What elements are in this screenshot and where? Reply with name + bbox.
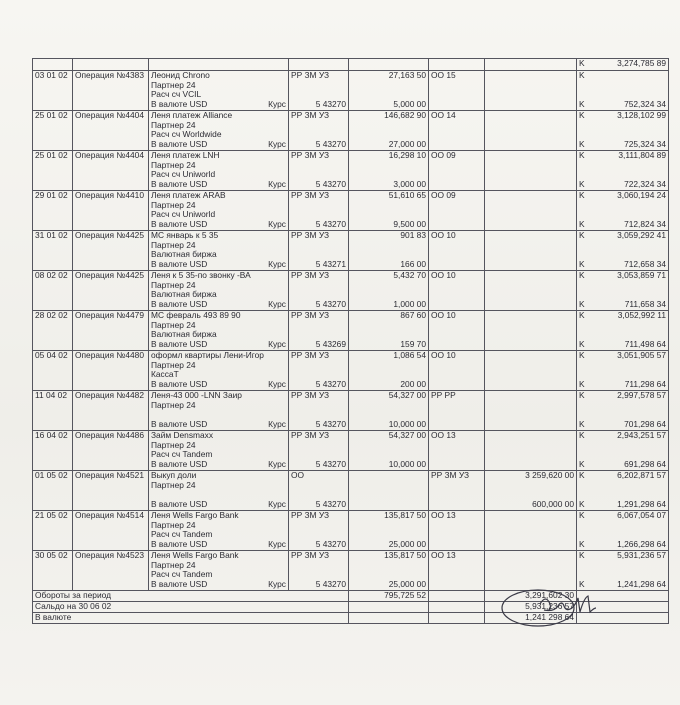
row-description bbox=[149, 391, 289, 431]
opening-balance-amount: 3,274,785 89 bbox=[617, 58, 666, 68]
debit-amount: 16,298 10 bbox=[388, 150, 426, 160]
rate-label: Курс bbox=[268, 98, 286, 109]
row-debit bbox=[349, 271, 429, 311]
debit-currency-amount: 10,000 00 bbox=[388, 458, 426, 469]
row-debit bbox=[349, 511, 429, 551]
rate-label: Курс bbox=[268, 138, 286, 149]
row-account bbox=[289, 311, 349, 351]
row-operation: Операция №4410 bbox=[73, 191, 149, 231]
row-corr-account: РР РР bbox=[429, 391, 485, 431]
row-credit bbox=[485, 471, 577, 511]
row-account bbox=[289, 351, 349, 391]
ledger-row bbox=[33, 151, 669, 191]
desc-line: В валюте USD bbox=[151, 298, 208, 309]
row-balance bbox=[577, 111, 669, 151]
turnover-debit: 795,725 52 bbox=[349, 591, 429, 602]
row-operation: Операция №4486 bbox=[73, 431, 149, 471]
desc-line: Расч сч Tandem bbox=[151, 449, 213, 459]
account-code: РР ЗМ УЗ bbox=[291, 150, 330, 160]
balance-side: K bbox=[579, 458, 585, 469]
debit-currency-amount: 25,000 00 bbox=[388, 578, 426, 589]
balance-side: K bbox=[579, 470, 585, 480]
row-date: 16 04 02 bbox=[33, 431, 73, 471]
row-credit bbox=[485, 151, 577, 191]
desc-line: В валюте USD bbox=[151, 538, 208, 549]
desc-line: В валюте USD bbox=[151, 378, 208, 389]
credit-amount: 3 259,620 00 bbox=[525, 470, 574, 480]
row-balance bbox=[577, 351, 669, 391]
desc-line: Расч сч Worldwide bbox=[151, 129, 222, 139]
row-account bbox=[289, 431, 349, 471]
balance-side: K bbox=[579, 150, 585, 160]
ledger-row bbox=[33, 111, 669, 151]
row-operation: Операция №4479 bbox=[73, 311, 149, 351]
row-debit bbox=[349, 471, 429, 511]
row-balance bbox=[577, 271, 669, 311]
rate-label: Курс bbox=[268, 458, 286, 469]
row-balance bbox=[577, 431, 669, 471]
row-debit bbox=[349, 231, 429, 271]
row-account bbox=[289, 551, 349, 591]
ledger-row bbox=[33, 71, 669, 111]
balance-side: K bbox=[579, 258, 585, 269]
ledger-row bbox=[33, 231, 669, 271]
row-operation: Операция №4404 bbox=[73, 151, 149, 191]
row-debit bbox=[349, 391, 429, 431]
row-account bbox=[289, 191, 349, 231]
row-corr-account: ОО 14 bbox=[429, 111, 485, 151]
row-account bbox=[289, 391, 349, 431]
rate-label: Курс bbox=[268, 538, 286, 549]
desc-line: Расч сч Tandem bbox=[151, 529, 213, 539]
row-date: 30 05 02 bbox=[33, 551, 73, 591]
rate-label: Курс bbox=[268, 498, 286, 509]
row-balance bbox=[577, 511, 669, 551]
row-credit bbox=[485, 111, 577, 151]
desc-line: Займ Densmaxx bbox=[151, 430, 214, 440]
account-code: РР ЗМ УЗ bbox=[291, 430, 330, 440]
account-code: РР ЗМ УЗ bbox=[291, 270, 330, 280]
account-code: РР ЗМ УЗ bbox=[291, 390, 330, 400]
desc-line: В валюте USD bbox=[151, 138, 208, 149]
debit-currency-amount: 5,000 00 bbox=[393, 98, 426, 109]
row-corr-account: ОО 10 bbox=[429, 231, 485, 271]
desc-line: В валюте USD bbox=[151, 218, 208, 229]
row-balance bbox=[577, 391, 669, 431]
row-date: 25 01 02 bbox=[33, 111, 73, 151]
row-date: 05 04 02 bbox=[33, 351, 73, 391]
row-corr-account: ОО 09 bbox=[429, 191, 485, 231]
opening-balance-side: K bbox=[579, 58, 585, 68]
debit-currency-amount: 166 00 bbox=[400, 258, 426, 269]
balance-amount: 3,059,292 41 bbox=[617, 230, 666, 240]
row-operation: Операция №4480 bbox=[73, 351, 149, 391]
row-debit bbox=[349, 111, 429, 151]
account-code: РР ЗМ УЗ bbox=[291, 550, 330, 560]
row-credit bbox=[485, 191, 577, 231]
account-code: РР ЗМ УЗ bbox=[291, 310, 330, 320]
exchange-rate: 5 43270 bbox=[315, 498, 346, 509]
row-account bbox=[289, 231, 349, 271]
row-account bbox=[289, 271, 349, 311]
balance-side: K bbox=[579, 418, 585, 429]
balance-side: K bbox=[579, 498, 585, 509]
desc-line: Леня платеж LNH bbox=[151, 150, 220, 160]
rate-label: Курс bbox=[268, 578, 286, 589]
exchange-rate: 5 43269 bbox=[315, 338, 346, 349]
balance-side: K bbox=[579, 310, 585, 320]
rate-label: Курс bbox=[268, 418, 286, 429]
row-operation: Операция №4482 bbox=[73, 391, 149, 431]
balance-side: K bbox=[579, 298, 585, 309]
balance-currency-amount: 701,298 64 bbox=[624, 418, 666, 429]
rate-label: Курс bbox=[268, 378, 286, 389]
row-account bbox=[289, 71, 349, 111]
desc-line: Партнер 24 bbox=[151, 399, 196, 410]
balance-currency-amount: 752,324 34 bbox=[624, 98, 666, 109]
row-description bbox=[149, 231, 289, 271]
exchange-rate: 5 43270 bbox=[315, 298, 346, 309]
row-corr-account: РР ЗМ УЗ bbox=[429, 471, 485, 511]
desc-line: Партнер 24 bbox=[151, 439, 196, 450]
debit-amount: 54,327 00 bbox=[388, 390, 426, 400]
ledger-row bbox=[33, 271, 669, 311]
balance-amount: 3,111,804 89 bbox=[618, 150, 666, 160]
exchange-rate: 5 43270 bbox=[315, 138, 346, 149]
ledger-table bbox=[32, 58, 669, 624]
ledger-row bbox=[33, 311, 669, 351]
balance-amount: 2,943,251 57 bbox=[617, 430, 666, 440]
desc-line: Леня платеж ARAB bbox=[151, 190, 226, 200]
desc-line: Партнер 24 bbox=[151, 479, 196, 490]
row-date: 21 05 02 bbox=[33, 511, 73, 551]
desc-line: Партнер 24 bbox=[151, 199, 196, 210]
row-date: 01 05 02 bbox=[33, 471, 73, 511]
balance-side: K bbox=[579, 510, 585, 520]
debit-currency-amount: 25,000 00 bbox=[388, 538, 426, 549]
balance-currency-amount: 691,298 64 bbox=[624, 458, 666, 469]
row-balance bbox=[577, 151, 669, 191]
row-corr-account: ОО 10 bbox=[429, 351, 485, 391]
desc-line: Валютная биржа bbox=[151, 249, 217, 259]
balance-side: K bbox=[579, 538, 585, 549]
balance-side: K bbox=[579, 338, 585, 349]
debit-currency-amount: 9,500 00 bbox=[393, 218, 426, 229]
row-description bbox=[149, 151, 289, 191]
balance-amount: 3,052,992 11 bbox=[617, 310, 666, 320]
opening-balance-row bbox=[33, 59, 669, 71]
desc-line: Леня Wells Fargo Bank bbox=[151, 550, 239, 560]
closing-balance-label: Сальдо на 30 06 02 bbox=[33, 602, 349, 613]
debit-amount: 1,086 54 bbox=[393, 350, 426, 360]
row-balance bbox=[577, 191, 669, 231]
exchange-rate: 5 43270 bbox=[315, 178, 346, 189]
balance-currency-amount: 722,324 34 bbox=[624, 178, 666, 189]
ledger-row bbox=[33, 191, 669, 231]
row-debit bbox=[349, 431, 429, 471]
balance-currency-amount: 1,266,298 64 bbox=[617, 538, 666, 549]
row-credit bbox=[485, 391, 577, 431]
balance-currency-amount: 712,658 34 bbox=[624, 258, 666, 269]
row-balance bbox=[577, 471, 669, 511]
row-corr-account: ОО 09 bbox=[429, 151, 485, 191]
row-debit bbox=[349, 191, 429, 231]
debit-amount: 135,817 50 bbox=[384, 550, 426, 560]
desc-line: В валюте USD bbox=[151, 498, 208, 509]
row-corr-account: ОО 10 bbox=[429, 311, 485, 351]
desc-line: Леонид Chrono bbox=[151, 70, 210, 80]
row-date: 03 01 02 bbox=[33, 71, 73, 111]
closing-balance-value: 5,931,236 57 bbox=[485, 602, 577, 613]
row-description bbox=[149, 191, 289, 231]
balance-side: K bbox=[579, 230, 585, 240]
row-operation: Операция №4383 bbox=[73, 71, 149, 111]
account-code: РР ЗМ УЗ bbox=[291, 510, 330, 520]
row-credit bbox=[485, 271, 577, 311]
desc-line: В валюте USD bbox=[151, 578, 208, 589]
desc-line: Леня Wells Fargo Bank bbox=[151, 510, 239, 520]
row-account bbox=[289, 151, 349, 191]
row-credit bbox=[485, 231, 577, 271]
row-operation: Операция №4404 bbox=[73, 111, 149, 151]
row-corr-account: ОО 10 bbox=[429, 271, 485, 311]
desc-line: Валютная биржа bbox=[151, 289, 217, 299]
balance-side: K bbox=[579, 138, 585, 149]
row-description bbox=[149, 551, 289, 591]
desc-line: МС январь к 5 35 bbox=[151, 230, 219, 240]
row-account bbox=[289, 111, 349, 151]
debit-amount: 5,432 70 bbox=[393, 270, 426, 280]
account-code: РР ЗМ УЗ bbox=[291, 350, 330, 360]
row-credit bbox=[485, 351, 577, 391]
balance-side: K bbox=[579, 578, 585, 589]
balance-amount: 3,053,859 71 bbox=[617, 270, 666, 280]
desc-line: В валюте USD bbox=[151, 418, 208, 429]
debit-currency-amount: 200 00 bbox=[400, 378, 426, 389]
balance-side: K bbox=[579, 430, 585, 440]
balance-side: K bbox=[579, 350, 585, 360]
turnover-credit: 3,291,602 30 bbox=[485, 591, 577, 602]
row-operation: Операция №4514 bbox=[73, 511, 149, 551]
exchange-rate: 5 43270 bbox=[315, 378, 346, 389]
account-code: РР ЗМ УЗ bbox=[291, 190, 330, 200]
desc-line: В валюте USD bbox=[151, 258, 208, 269]
handwritten-signature bbox=[500, 586, 650, 634]
debit-amount: 27,163 50 bbox=[388, 70, 426, 80]
row-debit bbox=[349, 351, 429, 391]
exchange-rate: 5 43270 bbox=[315, 578, 346, 589]
desc-line: Расч сч Uniworld bbox=[151, 209, 216, 219]
row-balance bbox=[577, 231, 669, 271]
ledger-row bbox=[33, 471, 669, 511]
currency-balance-label: В валюте bbox=[33, 613, 349, 624]
rate-label: Курс bbox=[268, 338, 286, 349]
row-operation: Операция №4425 bbox=[73, 231, 149, 271]
row-balance bbox=[577, 311, 669, 351]
row-description bbox=[149, 271, 289, 311]
balance-side: K bbox=[579, 110, 585, 120]
debit-currency-amount: 1,000 00 bbox=[393, 298, 426, 309]
ledger-row bbox=[33, 431, 669, 471]
row-description bbox=[149, 71, 289, 111]
desc-line: Партнер 24 bbox=[151, 239, 196, 250]
desc-line: МС февраль 493 89 90 bbox=[151, 310, 241, 320]
credit-currency-amount: 600,000 00 bbox=[532, 498, 574, 509]
exchange-rate: 5 43270 bbox=[315, 98, 346, 109]
debit-currency-amount: 10,000 00 bbox=[388, 418, 426, 429]
balance-currency-amount: 1,241,298 64 bbox=[617, 578, 666, 589]
debit-amount: 51,610 65 bbox=[388, 190, 426, 200]
account-code: РР ЗМ УЗ bbox=[291, 70, 330, 80]
row-corr-account: ОО 13 bbox=[429, 551, 485, 591]
debit-amount: 135,817 50 bbox=[384, 510, 426, 520]
desc-line: В валюте USD bbox=[151, 98, 208, 109]
desc-line: Партнер 24 bbox=[151, 319, 196, 330]
balance-currency-amount: 712,824 34 bbox=[624, 218, 666, 229]
desc-line: Партнер 24 bbox=[151, 279, 196, 290]
row-operation: Операция №4521 bbox=[73, 471, 149, 511]
desc-line: Партнер 24 bbox=[151, 159, 196, 170]
desc-line: Партнер 24 bbox=[151, 119, 196, 130]
row-credit bbox=[485, 511, 577, 551]
row-description bbox=[149, 111, 289, 151]
row-debit bbox=[349, 151, 429, 191]
account-code: РР ЗМ УЗ bbox=[291, 230, 330, 240]
exchange-rate: 5 43270 bbox=[315, 458, 346, 469]
row-credit bbox=[485, 431, 577, 471]
row-description bbox=[149, 511, 289, 551]
account-code: ОО bbox=[291, 470, 305, 480]
desc-line: Расч сч VCIL bbox=[151, 89, 202, 99]
desc-line: В валюте USD bbox=[151, 178, 208, 189]
balance-currency-amount: 1,291,298 64 bbox=[617, 498, 666, 509]
desc-line: Расч сч Tandem bbox=[151, 569, 213, 579]
row-description bbox=[149, 471, 289, 511]
row-credit bbox=[485, 311, 577, 351]
balance-side: K bbox=[579, 270, 585, 280]
row-date: 11 04 02 bbox=[33, 391, 73, 431]
debit-currency-amount: 3,000 00 bbox=[393, 178, 426, 189]
row-corr-account: ОО 15 bbox=[429, 71, 485, 111]
desc-line: В валюте USD bbox=[151, 458, 208, 469]
rate-label: Курс bbox=[268, 298, 286, 309]
balance-side: K bbox=[579, 550, 585, 560]
row-corr-account: ОО 13 bbox=[429, 431, 485, 471]
row-date: 25 01 02 bbox=[33, 151, 73, 191]
desc-line: Леня-43 000 -LNN Заир bbox=[151, 390, 242, 400]
ledger-row bbox=[33, 351, 669, 391]
row-debit bbox=[349, 311, 429, 351]
exchange-rate: 5 43270 bbox=[315, 218, 346, 229]
balance-amount: 3,128,102 99 bbox=[617, 110, 666, 120]
row-balance bbox=[577, 71, 669, 111]
desc-line: Леня к 5 35-по звонку -ВА bbox=[151, 270, 251, 280]
ledger-row bbox=[33, 511, 669, 551]
opening-balance-cell bbox=[577, 59, 669, 71]
desc-line: Выкуп доли bbox=[151, 470, 197, 480]
balance-amount: 6,202,871 57 bbox=[617, 470, 666, 480]
desc-line: Партнер 24 bbox=[151, 559, 196, 570]
balance-currency-amount: 725,324 34 bbox=[624, 138, 666, 149]
row-corr-account: ОО 13 bbox=[429, 511, 485, 551]
balance-side: K bbox=[579, 390, 585, 400]
turnover-label: Обороты за период bbox=[33, 591, 349, 602]
desc-line: Леня платеж Alliance bbox=[151, 110, 233, 120]
row-description bbox=[149, 431, 289, 471]
debit-currency-amount: 27,000 00 bbox=[388, 138, 426, 149]
row-operation: Операция №4523 bbox=[73, 551, 149, 591]
exchange-rate: 5 43270 bbox=[315, 538, 346, 549]
balance-amount: 3,051,905 57 bbox=[617, 350, 666, 360]
debit-amount: 54,327 00 bbox=[388, 430, 426, 440]
row-debit bbox=[349, 551, 429, 591]
debit-amount: 146,682 90 bbox=[384, 110, 426, 120]
desc-line: Валютная биржа bbox=[151, 329, 217, 339]
rate-label: Курс bbox=[268, 258, 286, 269]
balance-side: K bbox=[579, 190, 585, 200]
desc-line: Партнер 24 bbox=[151, 519, 196, 530]
currency-balance-value: 1,241 298 64 bbox=[485, 613, 577, 624]
row-date: 29 01 02 bbox=[33, 191, 73, 231]
desc-line: оформл квартиры Лени-Игор bbox=[151, 350, 264, 360]
row-date: 28 02 02 bbox=[33, 311, 73, 351]
exchange-rate: 5 43270 bbox=[315, 418, 346, 429]
debit-amount: 901 83 bbox=[400, 230, 426, 240]
balance-side: K bbox=[579, 378, 585, 389]
desc-line: В валюте USD bbox=[151, 338, 208, 349]
balance-amount: 3,060,194 24 bbox=[617, 190, 666, 200]
desc-line: Расч сч Uniworld bbox=[151, 169, 216, 179]
ledger-row bbox=[33, 551, 669, 591]
row-account bbox=[289, 471, 349, 511]
account-code: РР ЗМ УЗ bbox=[291, 110, 330, 120]
balance-amount: 5,931,236 57 bbox=[617, 550, 666, 560]
balance-side: K bbox=[579, 70, 585, 80]
debit-currency-amount: 159 70 bbox=[400, 338, 426, 349]
rate-label: Курс bbox=[268, 178, 286, 189]
desc-line: Партнер 24 bbox=[151, 359, 196, 370]
row-credit bbox=[485, 551, 577, 591]
row-operation: Операция №4425 bbox=[73, 271, 149, 311]
exchange-rate: 5 43271 bbox=[315, 258, 346, 269]
row-description bbox=[149, 311, 289, 351]
row-debit bbox=[349, 71, 429, 111]
balance-amount: 6,067,054 07 bbox=[617, 510, 666, 520]
row-description bbox=[149, 351, 289, 391]
balance-currency-amount: 711,498 64 bbox=[624, 338, 666, 349]
row-credit bbox=[485, 71, 577, 111]
desc-line: Партнер 24 bbox=[151, 79, 196, 90]
rate-label: Курс bbox=[268, 218, 286, 229]
row-date: 31 01 02 bbox=[33, 231, 73, 271]
balance-side: K bbox=[579, 218, 585, 229]
row-account bbox=[289, 511, 349, 551]
balance-amount: 2,997,578 57 bbox=[617, 390, 666, 400]
row-date: 08 02 02 bbox=[33, 271, 73, 311]
balance-currency-amount: 711,298 64 bbox=[624, 378, 666, 389]
balance-side: K bbox=[579, 178, 585, 189]
desc-line: КассаТ bbox=[151, 369, 179, 379]
balance-currency-amount: 711,658 34 bbox=[624, 298, 666, 309]
row-balance bbox=[577, 551, 669, 591]
balance-side: K bbox=[579, 98, 585, 109]
debit-amount: 867 60 bbox=[400, 310, 426, 320]
ledger-row bbox=[33, 391, 669, 431]
